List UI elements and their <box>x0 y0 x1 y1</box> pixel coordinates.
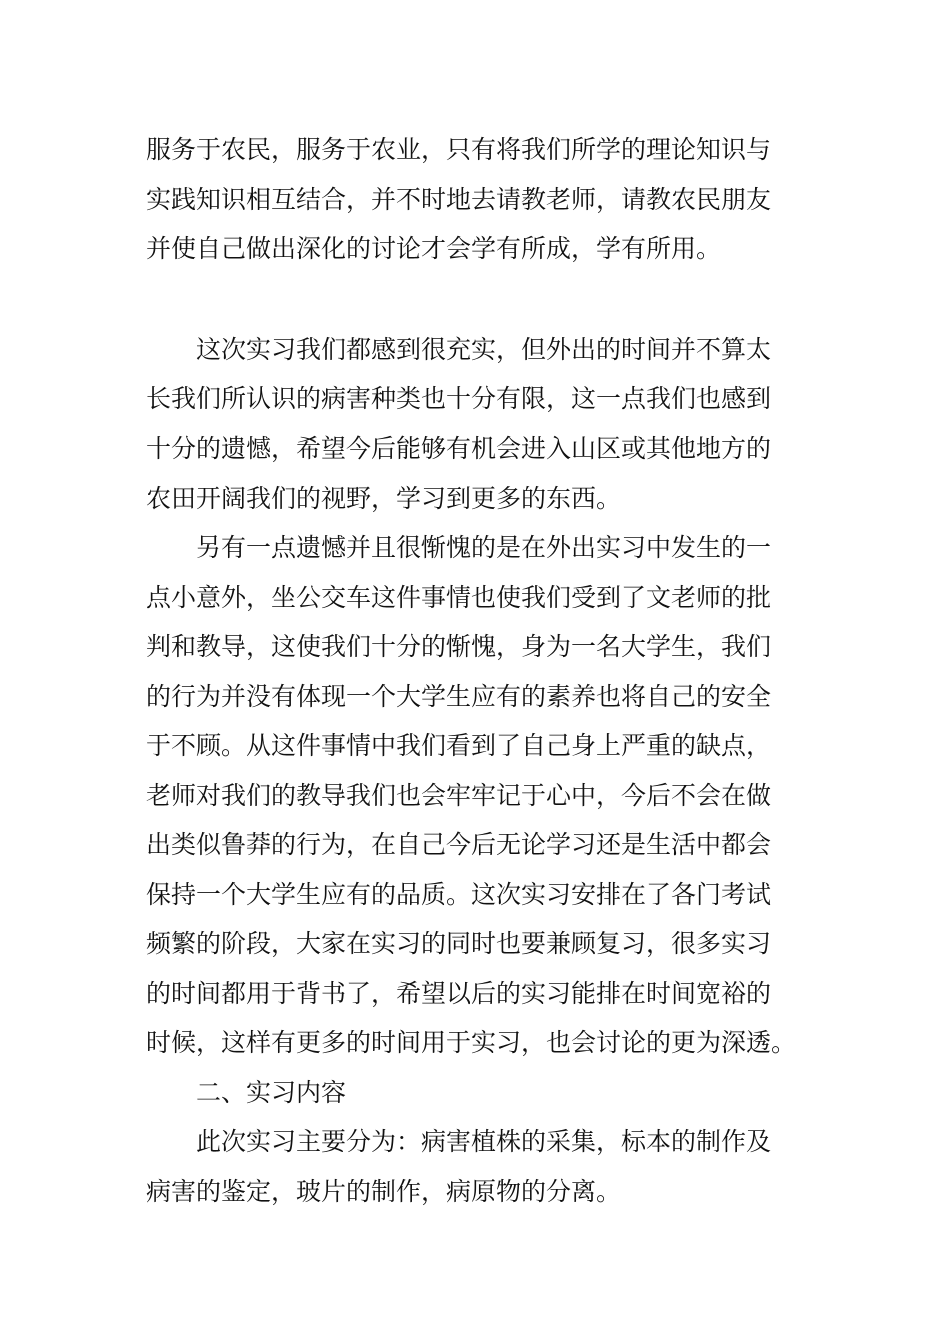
text-line: 点小意外，坐公交车这件事情也使我们受到了文老师的批 <box>146 583 772 612</box>
text-line: 判和教导，这使我们十分的惭愧，身为一名大学生，我们 <box>146 632 772 661</box>
text-line: 并使自己做出深化的讨论才会学有所成，学有所用。 <box>146 234 722 263</box>
text-line: 服务于农民，服务于农业，只有将我们所学的理论知识与 <box>146 135 772 164</box>
text-line: 的行为并没有体现一个大学生应有的素养也将自己的安全 <box>146 682 772 711</box>
section-heading: 二、实习内容 <box>196 1078 347 1107</box>
text-line: 病害的鉴定，玻片的制作，病原物的分离。 <box>146 1177 622 1206</box>
text-line: 实践知识相互结合，并不时地去请教老师，请教农民朋友 <box>146 185 772 214</box>
text-line: 的时间都用于背书了，希望以后的实习能排在时间宽裕的 <box>146 979 772 1008</box>
paragraph-first-line: 另有一点遗憾并且很惭愧的是在外出实习中发生的一 <box>196 533 772 562</box>
text-line: 农田开阔我们的视野，学习到更多的东西。 <box>146 484 622 513</box>
text-line: 十分的遗憾，希望今后能够有机会进入山区或其他地方的 <box>146 434 772 463</box>
text-line: 老师对我们的教导我们也会牢牢记于心中，今后不会在做 <box>146 781 772 810</box>
text-line: 出类似鲁莽的行为，在自己今后无论学习还是生活中都会 <box>146 830 772 859</box>
text-line: 时候，这样有更多的时间用于实习，也会讨论的更为深透。 <box>146 1028 797 1057</box>
paragraph-first-line: 这次实习我们都感到很充实，但外出的时间并不算太 <box>196 335 772 364</box>
text-line: 长我们所认识的病害种类也十分有限，这一点我们也感到 <box>146 384 772 413</box>
paragraph-first-line: 此次实习主要分为：病害植株的采集，标本的制作及 <box>196 1127 772 1156</box>
text-line: 于不顾。从这件事情中我们看到了自己身上严重的缺点， <box>146 731 772 760</box>
text-line: 保持一个大学生应有的品质。这次实习安排在了各门考试 <box>146 880 772 909</box>
text-line: 频繁的阶段，大家在实习的同时也要兼顾复习，很多实习 <box>146 929 772 958</box>
